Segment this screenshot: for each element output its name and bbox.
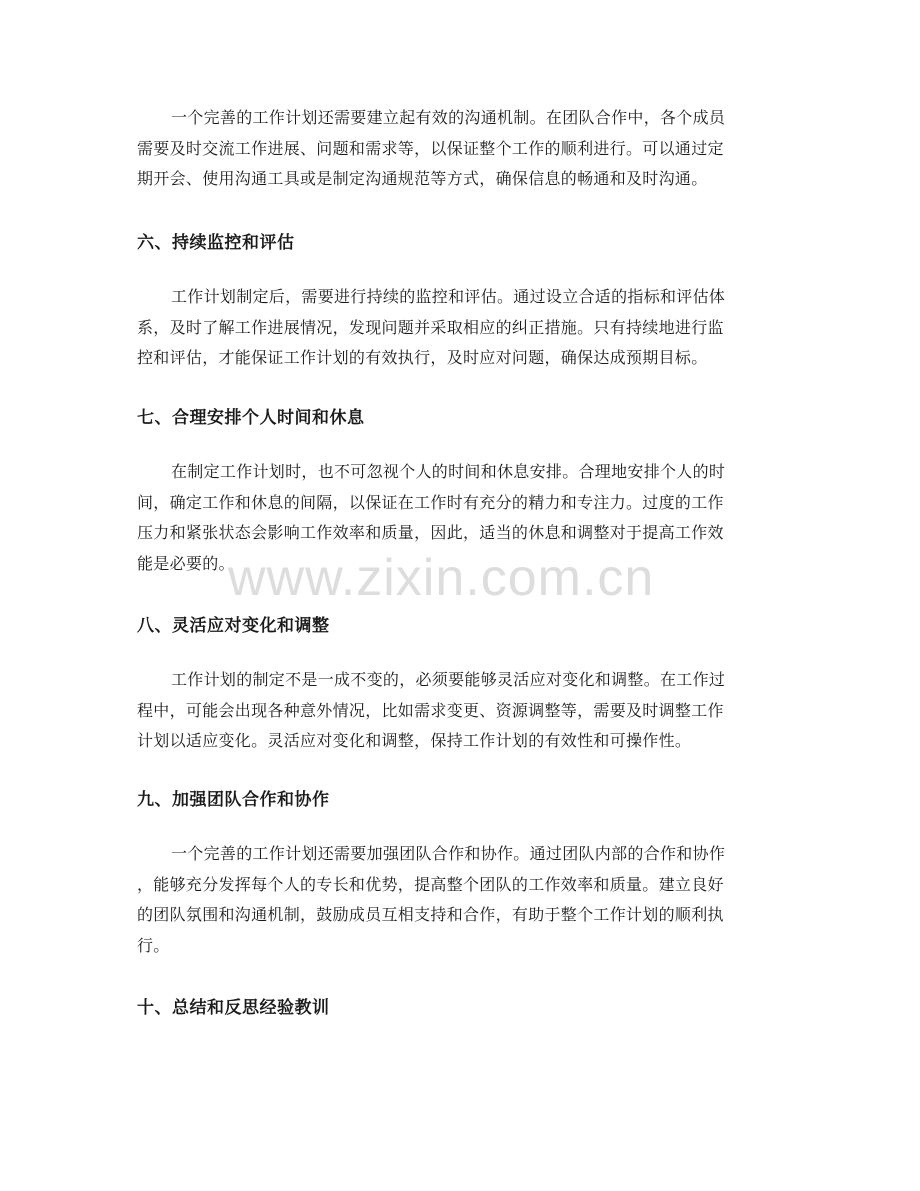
text-line: 工作计划制定后，需要进行持续的监控和评估。通过设立合适的指标和评估体 bbox=[171, 287, 726, 306]
text-line: ，能够充分发挥每个人的专长和优势，提高整个团队的工作效率和质量。建立良好 bbox=[137, 874, 724, 894]
text-line: 系，及时了解工作进展情况，发现问题并采取相应的纠正措施。只有持续地进行监 bbox=[137, 317, 724, 337]
text-line: 期开会、使用沟通工具或是制定沟通规范等方式，确保信息的畅通和及时沟通。 bbox=[137, 169, 708, 188]
paragraph-teamwork bbox=[137, 839, 787, 961]
text-line: 行。 bbox=[137, 935, 170, 955]
text-line: 程中，可能会出现各种意外情况，比如需求变更、资源调整等，需要及时调整工作 bbox=[137, 700, 724, 720]
text-line: 一个完善的工作计划还需要加强团队合作和协作。通过团队内部的合作和协作 bbox=[171, 844, 726, 863]
text-line: 工作计划的制定不是一成不变的，必须要能够灵活应对变化和调整。在工作过 bbox=[171, 670, 726, 689]
text-line: 压力和紧张状态会影响工作效率和质量，因此，适当的休息和调整对于提高工作效 bbox=[137, 523, 724, 542]
text-line: 控和评估，才能保证工作计划的有效执行，及时应对问题，确保达成预期目标。 bbox=[137, 348, 708, 367]
paragraph-communication bbox=[137, 103, 787, 195]
section-heading-6: 六、持续监控和评估 bbox=[137, 233, 295, 253]
paragraph-flexibility bbox=[137, 665, 787, 757]
text-line: 能是必要的。 bbox=[137, 553, 235, 573]
text-line: 在制定工作计划时，也不可忽视个人的时间和休息安排。合理地安排个人的时 bbox=[171, 462, 726, 481]
section-heading-7: 七、合理安排个人时间和休息 bbox=[137, 408, 365, 428]
text-line: 需要及时交流工作进展、问题和需求等，以保证整个工作的顺利进行。可以通过定 bbox=[137, 138, 724, 158]
watermark: www.zixin.com.cn bbox=[228, 549, 655, 607]
paragraph-monitoring bbox=[137, 282, 787, 374]
section-heading-9: 九、加强团队合作和协作 bbox=[137, 790, 330, 810]
section-heading-8: 八、灵活应对变化和调整 bbox=[137, 616, 330, 636]
text-line: 一个完善的工作计划还需要建立起有效的沟通机制。在团队合作中，各个成员 bbox=[171, 108, 726, 127]
text-line: 计划以适应变化。灵活应对变化和调整，保持工作计划的有效性和可操作性。 bbox=[137, 731, 692, 750]
section-heading-10: 十、总结和反思经验教训 bbox=[137, 998, 330, 1018]
text-line: 的团队氛围和沟通机制，鼓励成员互相支持和合作，有助于整个工作计划的顺利执 bbox=[137, 905, 724, 924]
text-line: 间，确定工作和休息的间隔，以保证在工作时有充分的精力和专注力。过度的工作 bbox=[137, 492, 724, 512]
